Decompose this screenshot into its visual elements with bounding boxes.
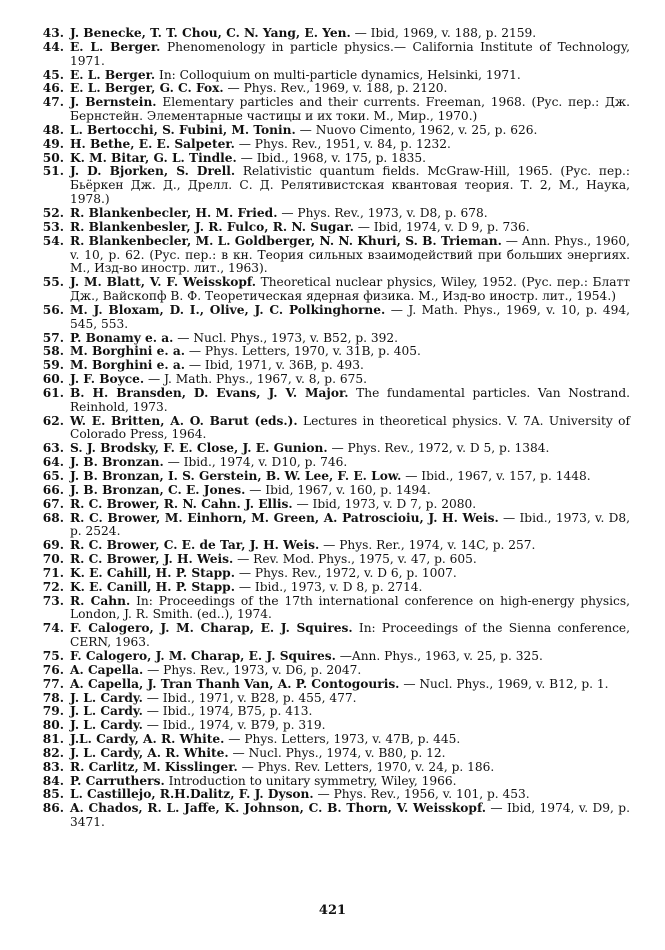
- reference-number: 67.: [42, 496, 64, 511]
- reference-number: 69.: [42, 538, 64, 553]
- reference-number: 68.: [42, 510, 64, 525]
- reference-number: 49.: [42, 136, 64, 151]
- reference-number: 54.: [42, 233, 64, 248]
- reference-authors: R. Cahn.: [70, 593, 131, 608]
- reference-number: 58.: [42, 344, 64, 359]
- reference-authors: J. L. Cardy.: [70, 690, 143, 705]
- reference-item: [36, 539, 630, 553]
- reference-item: [36, 373, 630, 387]
- reference-number: 44.: [42, 39, 64, 54]
- reference-text: — Nucl. Phys., 1973, v. B52, p. 392.: [177, 330, 399, 345]
- reference-authors: R. C. Brower, J. H. Weis.: [70, 552, 234, 567]
- reference-item: [36, 595, 630, 623]
- reference-authors: J. F. Boyce.: [70, 372, 145, 387]
- reference-item: [36, 332, 630, 346]
- reference-number: 51.: [42, 164, 64, 179]
- reference-authors: K. E. Cahill, H. P. Stapp.: [70, 565, 235, 580]
- reference-item: [36, 304, 630, 332]
- reference-text: Elementary particles and their currents. Freeman, 1968. (Рус. пер.: Дж. Бернстейн. Элементарные частицы и их токи. М., Мир., 1970.): [70, 95, 631, 124]
- reference-authors: R. Blankenbesler, J. R. Fulco, R. N. Sugar.: [70, 219, 354, 234]
- reference-text: — Phys. Rev., 1972, v. D 6, p. 1007.: [238, 565, 457, 580]
- reference-text: — Ibid., 1973, v. D8, p. 2524.: [70, 510, 630, 539]
- reference-number: 52.: [42, 205, 64, 220]
- reference-number: 47.: [42, 95, 64, 110]
- reference-authors: J. D. Bjorken, S. Drell.: [70, 164, 236, 179]
- reference-text: Theoretical nuclear physics, Wiley, 1952. (Рус. пер.: Блатт Дж., Вайскопф В. Ф. Теоретическая ядерная физика. М., Изд-во иностр. лит., 1954.): [70, 275, 630, 304]
- reference-number: 78.: [42, 690, 64, 705]
- reference-number: 64.: [42, 455, 64, 470]
- reference-item: [36, 733, 630, 747]
- reference-authors: K. E. Canill, H. P. Stapp.: [70, 579, 235, 594]
- reference-authors: S. J. Brodsky, F. E. Close, J. E. Gunion.: [70, 441, 328, 456]
- reference-number: 48.: [42, 122, 64, 137]
- reference-item: [36, 124, 630, 138]
- reference-item: [36, 152, 630, 166]
- reference-authors: J. L. Cardy.: [70, 704, 143, 719]
- reference-number: 71.: [42, 565, 64, 580]
- reference-number: 72.: [42, 579, 64, 594]
- reference-authors: J. Bernstein.: [70, 95, 157, 110]
- reference-text: — Ibid., 1973, v. D 8, p. 2714.: [238, 579, 423, 594]
- reference-item: [36, 719, 630, 733]
- reference-text: — Ibid, 1973, v. D 7, p. 2080.: [296, 496, 477, 511]
- reference-authors: A. Chados, R. L. Jaffe, K. Johnson, C. B. Thorn, V. Weisskopf.: [70, 801, 486, 816]
- reference-authors: K. M. Bitar, G. L. Tindle.: [70, 150, 237, 165]
- reference-number: 55.: [42, 275, 64, 290]
- reference-text: — Phys. Rer., 1974, v. 14C, p. 257.: [323, 538, 536, 553]
- reference-authors: E. L. Berger, G. C. Fox.: [70, 81, 224, 96]
- reference-authors: A. Capella, J. Tran Thanh Van, A. P. Contogouris.: [70, 676, 400, 691]
- reference-authors: H. Bethe, E. E. Salpeter.: [70, 136, 235, 151]
- reference-text: — Ibid, 1971, v. 36B, p. 493.: [188, 358, 364, 373]
- reference-item: [36, 345, 630, 359]
- reference-list: [36, 27, 630, 830]
- reference-number: 85.: [42, 787, 64, 802]
- reference-number: 62.: [42, 413, 64, 428]
- reference-text: — Ibid, 1967, v. 160, p. 1494.: [249, 482, 431, 497]
- reference-number: 53.: [42, 219, 64, 234]
- reference-number: 50.: [42, 150, 64, 165]
- reference-text: — Phys. Rev., 1956, v. 101, p. 453.: [317, 787, 530, 802]
- reference-text: In: Proceedings of the Sienna conference, CERN, 1963.: [70, 621, 631, 650]
- reference-item: [36, 207, 630, 221]
- reference-number: 79.: [42, 704, 64, 719]
- reference-authors: J. M. Blatt, V. F. Weisskopf.: [70, 275, 256, 290]
- reference-text: — Ibid, 1969, v. 188, p. 2159.: [354, 26, 537, 40]
- reference-text: — Ibid., 1967, v. 157, p. 1448.: [405, 469, 591, 483]
- reference-item: [36, 650, 630, 664]
- reference-text: Relativistic quantum fields. McGraw-Hill, 1965. (Рус. пер.: Бьёркен Дж. Д., Дрелл. С. Д. Релятивистская квантовая теория. Т. 2, М., Наука, 1978.): [70, 164, 630, 207]
- reference-number: 46.: [42, 81, 64, 96]
- reference-text: — Nucl. Phys., 1969, v. B12, p. 1.: [403, 676, 609, 691]
- reference-text: — Ibid., 1968, v. 175, p. 1835.: [240, 150, 427, 165]
- reference-authors: R. Blankenbecler, H. M. Fried.: [70, 205, 278, 220]
- reference-text: — J. Math. Phys., 1969, v. 10, p. 494, 545, 553.: [70, 302, 631, 331]
- reference-number: 63.: [42, 441, 64, 456]
- reference-authors: J. B. Bronzan, C. E. Jones.: [70, 482, 246, 497]
- reference-text: Phenomenology in particle physics.— California Institute of Technology, 1971.: [70, 39, 630, 68]
- reference-authors: M. J. Bloxam, D. I., Olive, J. C. Polkinghorne.: [70, 302, 386, 317]
- reference-number: 56.: [42, 302, 64, 317]
- reference-text: — Phys. Rev., 1951, v. 84, p. 1232.: [238, 136, 451, 151]
- reference-authors: A. Capella.: [70, 662, 144, 677]
- reference-item: [36, 415, 630, 443]
- reference-item: [36, 359, 630, 373]
- reference-item: [36, 387, 630, 415]
- reference-number: 82.: [42, 745, 64, 760]
- page-number: 421: [318, 903, 347, 918]
- reference-item: [36, 788, 630, 802]
- reference-number: 59.: [42, 358, 64, 373]
- reference-text: — Phys. Rev. Letters, 1970, v. 24, p. 186.: [241, 759, 495, 774]
- reference-item: [36, 82, 630, 96]
- reference-text: In: Colloquium on multi-particle dynamics, Helsinki, 1971.: [159, 67, 521, 82]
- reference-authors: F. Calogero, J. M. Charap, E. J. Squires.: [70, 648, 336, 663]
- reference-item: [36, 235, 630, 277]
- reference-text: — Nuovo Cimento, 1962, v. 25, p. 626.: [299, 122, 538, 137]
- reference-authors: B. H. Bransden, D. Evans, J. V. Major.: [70, 385, 349, 400]
- reference-text: — Phys. Rev., 1969, v. 188, p. 2120.: [227, 81, 448, 96]
- reference-item: [36, 553, 630, 567]
- reference-item: [36, 165, 630, 207]
- reference-item: [36, 484, 630, 498]
- reference-authors: R. C. Brower, R. N. Cahn. J. Ellis.: [70, 496, 293, 511]
- reference-text: In: Proceedings of the 17th international conference on high-energy physics, London, J. R. Smith. (ed..), 1974.: [70, 593, 630, 622]
- reference-authors: L. Bertocchi, S. Fubini, M. Tonin.: [70, 122, 296, 137]
- reference-number: 86.: [42, 801, 64, 816]
- reference-text: — Ibid., 1974, B75, p. 413.: [146, 704, 313, 719]
- reference-text: — Phys. Letters, 1973, v. 47B, p. 445.: [228, 732, 461, 747]
- reference-item: [36, 138, 630, 152]
- reference-item: [36, 498, 630, 512]
- reference-text: — J. Math. Phys., 1967, v. 8, p. 675.: [148, 372, 367, 387]
- reference-authors: E. L. Berger.: [70, 39, 161, 54]
- reference-text: — Ann. Phys., 1960, v. 10, p. 62. (Рус. пер.: в кн. Теория сильных взаимодействий при больших энергиях. М., Изд-во иностр. лит., 1963).: [70, 233, 630, 276]
- reference-number: 65.: [42, 469, 64, 483]
- reference-number: 76.: [42, 662, 64, 677]
- reference-authors: L. Castillejo, R.H.Dalitz, F. J. Dyson.: [70, 787, 314, 802]
- reference-number: 66.: [42, 482, 64, 497]
- reference-authors: J.L. Cardy, A. R. White.: [70, 732, 225, 747]
- reference-authors: J. L. Cardy.: [70, 718, 143, 733]
- reference-authors: E. L. Berger.: [70, 67, 156, 82]
- reference-text: — Ibid, 1974, v. D9, p. 3471.: [70, 801, 630, 830]
- reference-number: 74.: [42, 621, 64, 636]
- reference-text: —Ann. Phys., 1963, v. 25, p. 325.: [339, 648, 543, 663]
- reference-text: Lectures in theoretical physics. V. 7A. University of Colorado Press, 1964.: [70, 413, 631, 442]
- reference-text: — Ibid., 1974, v. B79, p. 319.: [146, 718, 326, 733]
- reference-item: [36, 41, 630, 69]
- reference-number: 73.: [42, 593, 64, 608]
- reference-item: [36, 747, 630, 761]
- reference-text: The fundamental particles. Van Nostrand. Reinhold, 1973.: [70, 385, 631, 414]
- reference-item: [36, 622, 630, 650]
- reference-number: 77.: [42, 676, 64, 691]
- reference-authors: J. L. Cardy, A. R. White.: [70, 745, 229, 760]
- reference-authors: M. Borghini e. a.: [70, 358, 185, 373]
- reference-number: 43.: [42, 26, 64, 40]
- reference-item: [36, 705, 630, 719]
- reference-authors: R. C. Brower, C. E. de Tar, J. H. Weis.: [70, 538, 320, 553]
- reference-authors: M. Borghini e. a.: [70, 344, 185, 359]
- reference-authors: P. Bonamy e. a.: [70, 330, 174, 345]
- reference-number: 75.: [42, 648, 64, 663]
- reference-item: [36, 567, 630, 581]
- reference-text: — Phys. Rev., 1973, v. D6, p. 2047.: [147, 662, 362, 677]
- reference-authors: F. Calogero, J. M. Charap, E. J. Squires.: [70, 621, 353, 636]
- reference-item: [36, 456, 630, 470]
- reference-item: [36, 692, 630, 706]
- reference-authors: R. Blankenbecler, M. L. Goldberger, N. N. Khuri, S. B. Trieman.: [70, 233, 502, 248]
- reference-text: — Rev. Mod. Phys., 1975, v. 47, p. 605.: [237, 552, 477, 567]
- reference-number: 81.: [42, 732, 64, 747]
- reference-number: 70.: [42, 552, 64, 567]
- reference-text: — Phys. Letters, 1970, v. 31B, p. 405.: [188, 344, 421, 359]
- reference-number: 57.: [42, 330, 64, 345]
- reference-authors: R. Carlitz, M. Kisslinger.: [70, 759, 238, 774]
- reference-item: [36, 581, 630, 595]
- reference-item: [36, 775, 630, 789]
- reference-text: — Phys. Rev., 1973, v. D8, p. 678.: [281, 205, 488, 220]
- reference-item: [36, 802, 630, 830]
- reference-text: Introduction to unitary symmetry, Wiley, 1966.: [168, 773, 457, 788]
- reference-item: [36, 470, 630, 484]
- reference-item: [36, 27, 630, 41]
- reference-number: 80.: [42, 718, 64, 733]
- reference-item: [36, 69, 630, 83]
- reference-item: [36, 442, 630, 456]
- reference-text: — Ibid, 1974, v. D 9, p. 736.: [357, 219, 530, 234]
- reference-item: [36, 512, 630, 540]
- reference-item: [36, 276, 630, 304]
- reference-item: [36, 761, 630, 775]
- reference-text: — Ibid., 1974, v. D10, p. 746.: [167, 455, 348, 470]
- reference-number: 83.: [42, 759, 64, 774]
- reference-item: [36, 664, 630, 678]
- reference-item: [36, 678, 630, 692]
- reference-text: — Ibid., 1971, v. B28, p. 455, 477.: [146, 690, 357, 705]
- reference-number: 84.: [42, 773, 64, 788]
- reference-number: 45.: [42, 67, 64, 82]
- reference-item: [36, 96, 630, 124]
- reference-text: — Phys. Rev., 1972, v. D 5, p. 1384.: [331, 441, 550, 456]
- reference-number: 61.: [42, 385, 64, 400]
- reference-text: — Nucl. Phys., 1974, v. B80, p. 12.: [232, 745, 446, 760]
- reference-authors: P. Carruthers.: [70, 773, 165, 788]
- reference-authors: R. C. Brower, M. Einhorn, M. Green, A. Patroscioiu, J. H. Weis.: [70, 510, 499, 525]
- reference-item: [36, 221, 630, 235]
- reference-authors: W. E. Britten, A. O. Barut (eds.).: [70, 413, 298, 428]
- reference-authors: J. Benecke, T. T. Chou, C. N. Yang, E. Yen.: [70, 26, 351, 40]
- reference-authors: J. B. Bronzan.: [70, 455, 164, 470]
- reference-authors: J. B. Bronzan, I. S. Gerstein, B. W. Lee, F. E. Low.: [70, 469, 402, 483]
- reference-number: 60.: [42, 372, 64, 387]
